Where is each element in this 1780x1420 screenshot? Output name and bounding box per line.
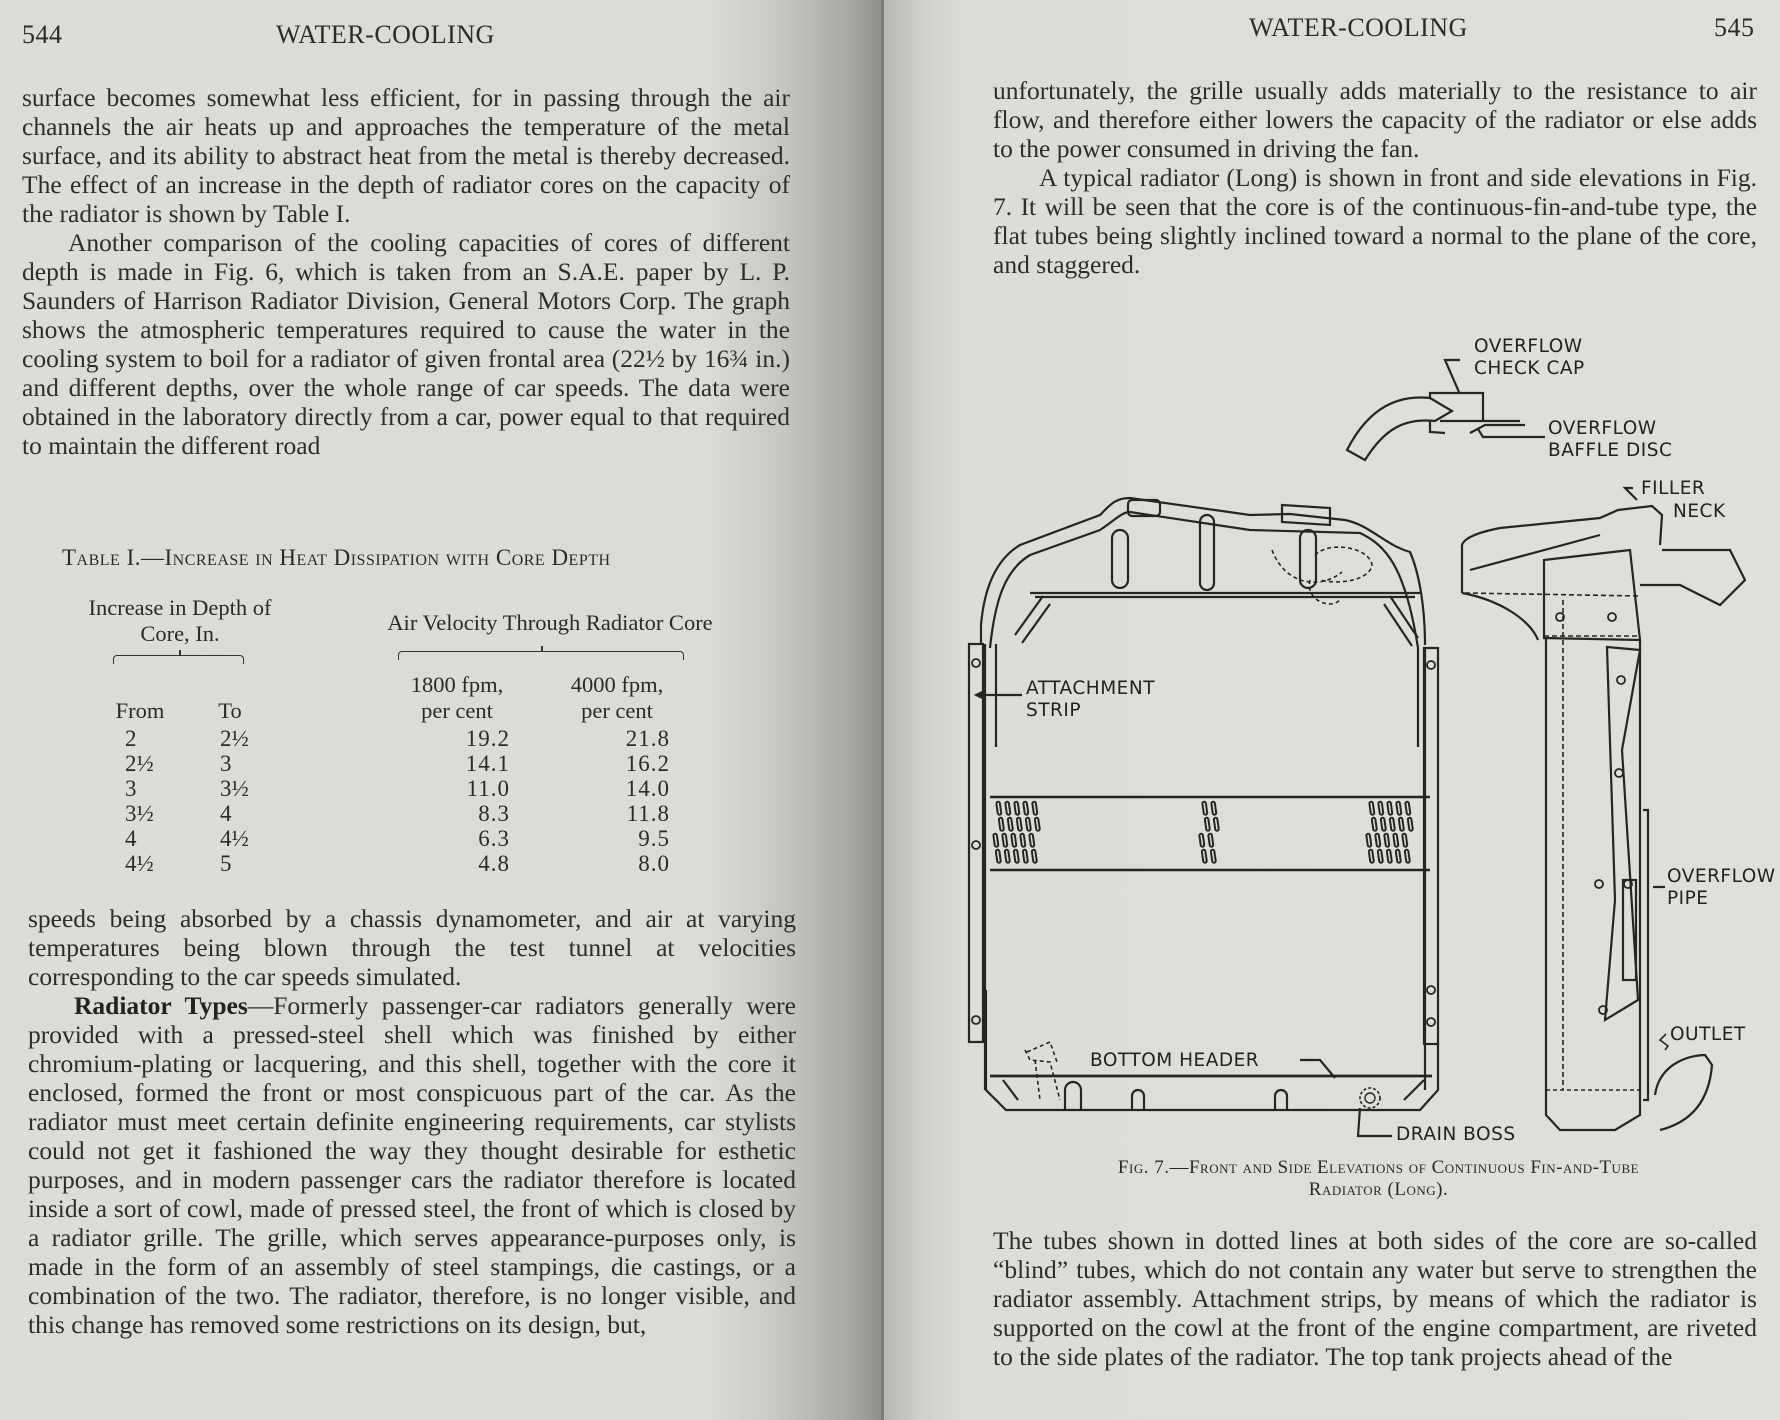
core-tube	[1396, 850, 1401, 863]
core-tube	[1008, 818, 1013, 831]
core-tube	[1399, 818, 1404, 831]
label-drain-boss: DRAIN BOSS	[1396, 1124, 1516, 1145]
label-attachment-strip	[1026, 678, 1155, 722]
core-tube	[1032, 850, 1037, 863]
core-tube	[1378, 802, 1383, 815]
paragraph: Another comparison of the cooling capacities of cores of different depth is made in Fig. 6, which is taken from an S.A.E. paper by L. P. Saunders of Harrison Radiator Division, General Motors Corp. The graph shows the atmospheric temperatures required to cause the water in the cooling system to boil for a radiator of given frontal area (22½ by 16¾ in.) and different depths, over the whole range of car speeds. The data were obtained in the laboratory directly from a car, power equal to that required to maintain the different road	[22, 228, 790, 460]
table-cell: 2½	[220, 726, 249, 751]
caption-line: Radiator (Long).	[1308, 1179, 1449, 1200]
paragraph: A typical radiator (Long) is shown in front and side elevations in Fig. 7. It will be seen that the core is of the continuous-fin-and-tube type, the flat tubes being slightly inclined toward a normal to the plane of the core, and staggered.	[993, 163, 1757, 279]
table-cell: 3½	[125, 801, 154, 826]
table-cell: 14.1	[465, 751, 510, 776]
table-cell: 4	[220, 801, 232, 826]
section-heading: Radiator Types	[74, 991, 248, 1020]
table-col-from: From	[115, 698, 165, 723]
core-tube	[1202, 802, 1207, 815]
core-tube	[1005, 802, 1010, 815]
core-tube	[1014, 802, 1019, 815]
label-line: ATTACHMENT	[1026, 678, 1156, 699]
core-tube	[1199, 834, 1204, 847]
core-tube	[1211, 850, 1216, 863]
table-col-to: To	[218, 698, 242, 723]
core-tube	[1023, 802, 1028, 815]
table-group-header-depth: Increase in Depth of Core, In.	[88, 595, 272, 646]
table-cell: 21.8	[625, 726, 670, 751]
page-number-left: 544	[22, 20, 63, 49]
core-tube	[1202, 850, 1207, 863]
core-tube	[1011, 834, 1016, 847]
table-cell: 3½	[220, 776, 249, 801]
figure-caption	[1000, 1157, 1757, 1201]
core-tube	[1214, 818, 1219, 831]
core-tube	[1381, 818, 1386, 831]
table-col-1800: 1800 fpm, per cent	[410, 672, 504, 723]
running-head-left: WATER-COOLING	[276, 20, 495, 49]
table-col-4000: 4000 fpm, per cent	[570, 672, 664, 723]
core-tube	[999, 818, 1004, 831]
label-line: BAFFLE DISC	[1548, 440, 1673, 461]
table-cell: 9.5	[638, 826, 670, 851]
table-cell: 3	[125, 776, 137, 801]
core-tube	[1375, 834, 1380, 847]
leader-line	[1445, 360, 1460, 392]
table-cell: 4.8	[478, 851, 510, 876]
table-cell: 2½	[125, 751, 154, 776]
core-tube	[1384, 834, 1389, 847]
label-line: CHECK CAP	[1474, 358, 1585, 379]
table-cell: 4½	[125, 851, 154, 876]
table-cell: 4½	[220, 826, 249, 851]
core-tube	[1208, 834, 1213, 847]
core-tube	[1390, 818, 1395, 831]
table-cell: 6.3	[478, 826, 510, 851]
label-filler-neck	[1641, 477, 1726, 523]
label-outlet: OUTLET	[1670, 1024, 1746, 1045]
running-head-right: WATER-COOLING	[1249, 13, 1468, 42]
table-cell: 11.0	[466, 776, 510, 801]
table-cell: 8.0	[638, 851, 670, 876]
core-tube	[996, 850, 1001, 863]
core-tube	[1032, 802, 1037, 815]
core-tube	[1369, 802, 1374, 815]
table-cell: 19.2	[465, 726, 510, 751]
label-overflow-baffle-disc	[1548, 418, 1672, 462]
arrow-icon	[975, 690, 985, 700]
leader-line	[1478, 429, 1545, 437]
front-elevation	[969, 498, 1438, 1110]
caption-line: Fig. 7.—Front and Side Elevations of Continuous Fin-and-Tube	[1117, 1157, 1640, 1178]
label-line: STRIP	[1026, 700, 1082, 721]
core-tube	[1402, 834, 1407, 847]
page-number-right: 545	[1714, 13, 1755, 42]
core-tube	[996, 802, 1001, 815]
core-tubes	[993, 802, 1413, 863]
label-overflow-pipe	[1667, 866, 1776, 910]
table-cell: 16.2	[625, 751, 670, 776]
label-bottom-header: BOTTOM HEADER	[1090, 1050, 1260, 1071]
core-tube	[1396, 802, 1401, 815]
core-tube	[1020, 834, 1025, 847]
core-tube	[1405, 802, 1410, 815]
table-cell: 4	[125, 826, 137, 851]
rivets	[1556, 613, 1632, 1014]
core-tube	[1378, 850, 1383, 863]
paragraph: The tubes shown in dotted lines at both sides of the core are so-called “blind” tubes, which do not contain any water but serve to strengthen the radiator assembly. Attachment strips, by means of which the radiator is supported on the cowl at the front of the engine compartment, are riveted to the side plates of the radiator. The top tank projects ahead of the	[993, 1226, 1757, 1371]
core-tube	[1408, 818, 1413, 831]
label-line: PIPE	[1667, 888, 1709, 909]
table-cell: 8.3	[478, 801, 510, 826]
paragraph: surface becomes somewhat less efficient, for in passing through the air channels the air heats up and approaches the temperature of the metal surface, and its ability to abstract heat from the metal is thereby decreased. The effect of an increase in the depth of radiator cores on the capacity of the radiator is shown by Table I.	[22, 83, 790, 228]
leader-line	[1660, 1034, 1668, 1050]
label-line: OVERFLOW	[1667, 866, 1776, 887]
core-tube	[1023, 850, 1028, 863]
core-tube	[1035, 818, 1040, 831]
core-tube	[1387, 802, 1392, 815]
table-cell: 14.0	[625, 776, 670, 801]
leader-line	[1358, 1108, 1392, 1136]
core-tube	[1387, 850, 1392, 863]
table-cell: 5	[220, 851, 232, 876]
label-line: OVERFLOW	[1474, 336, 1583, 357]
core-tube	[1017, 818, 1022, 831]
label-line: FILLER	[1641, 478, 1706, 499]
overflow-cap-drawing	[1347, 393, 1525, 460]
table-group-header-velocity: Air Velocity Through Radiator Core	[387, 610, 713, 635]
core-tube	[1366, 834, 1371, 847]
core-tube	[1002, 834, 1007, 847]
core-tube	[1211, 802, 1216, 815]
core-tube	[993, 834, 998, 847]
table-title: Table I.—Increase in Heat Dissipation with Core Depth	[62, 545, 611, 570]
section-text: —Formerly passenger-car radiators generally were provided with a pressed-steel shell which was finished by either chromium-plating or lacquering, and this shell, together with the core it enclosed, formed the front or most conspicuous part of the car. As the radiator must meet certain definite engineering requirements, car stylists could not get it fashioned the way they thought desirable for esthetic purposes, and in modern passenger cars the radiator therefore is located inside a sort of cowl, made of pressed steel, the front of which is closed by a radiator grille. The grille, which serves appearance-purposes only, is made in the form of an assembly of steel stampings, die castings, or a combination of the two. The radiator, therefore, is no longer visible, and this change has removed some restrictions on its design, but,	[28, 991, 796, 1339]
core-tube	[1029, 834, 1034, 847]
core-tube	[1014, 850, 1019, 863]
leader-line	[1625, 488, 1637, 500]
paragraph: unfortunately, the grille usually adds materially to the resistance to air flow, and therefore either lowers the capacity of the radiator or else adds to the power consumed in driving the fan.	[993, 76, 1757, 163]
label-overflow-check-cap	[1474, 336, 1585, 380]
core-tube	[1405, 850, 1410, 863]
core-tube	[1393, 834, 1398, 847]
table-cell: 3	[220, 751, 232, 776]
label-line: OVERFLOW	[1548, 418, 1657, 439]
core-tube	[1205, 818, 1210, 831]
label-line: NECK	[1673, 501, 1726, 522]
right-text-bottom	[993, 1226, 1757, 1371]
paragraph: speeds being absorbed by a chassis dynamometer, and air at varying temperatures being blown through the test tunnel at velocities corresponding to the car speeds simulated.	[28, 904, 796, 991]
table-cell: 2	[125, 726, 137, 751]
core-tube	[1005, 850, 1010, 863]
table-cell: 11.8	[626, 801, 670, 826]
core-tube	[1372, 818, 1377, 831]
core-tube	[1026, 818, 1031, 831]
core-tube	[1369, 850, 1374, 863]
